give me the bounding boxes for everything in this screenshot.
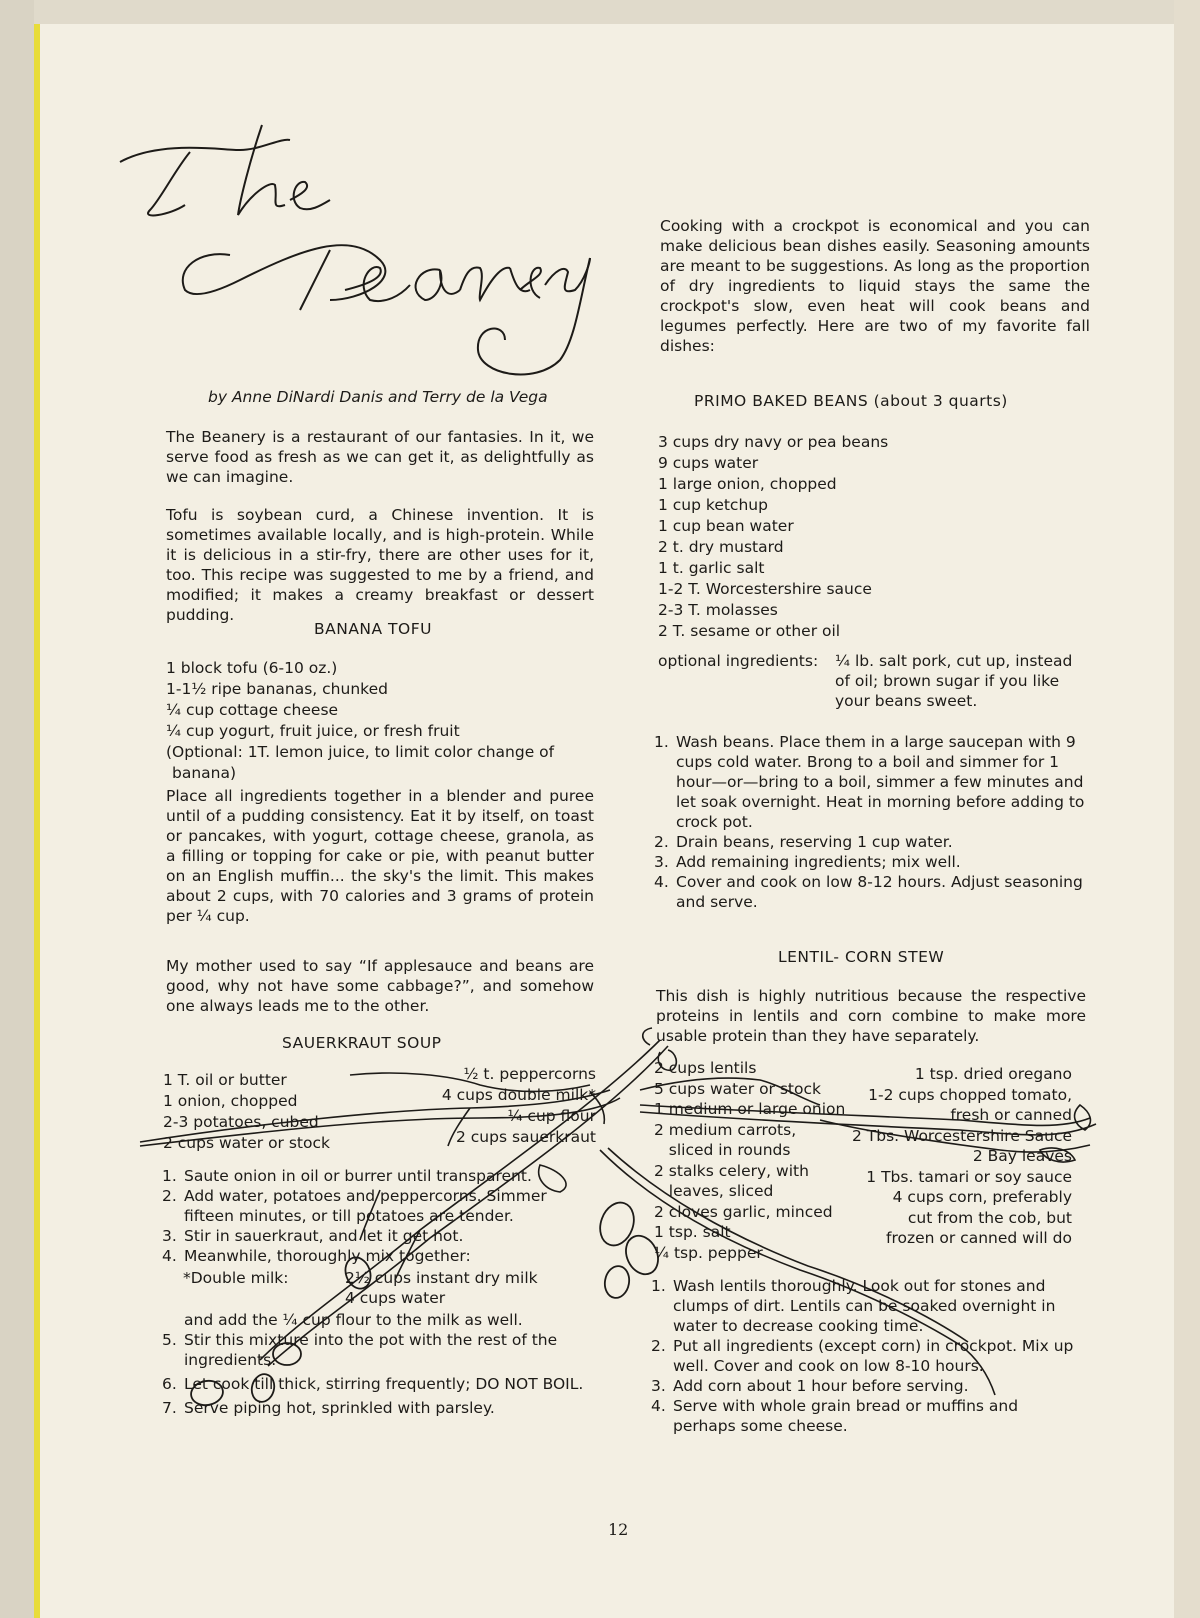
list-item xyxy=(162,1186,594,1226)
optional-label: optional ingredients: xyxy=(658,652,819,670)
list-item: 4 cups double milk* xyxy=(441,1086,596,1104)
tofu-intro-paragraph: Tofu is soybean curd, a Chinese invention. It is sometimes available locally, and is high-protein. While it is delicious in a stir-fry, there are other uses for it, too. This recipe was suggested to me by a friend, and modified; it makes a creamy breakfast or dessert pudding. xyxy=(166,506,594,624)
lentil-corn-stew-title: LENTIL- CORN STEW xyxy=(778,948,945,966)
list-item: ½ t. peppercorns xyxy=(463,1065,596,1083)
step-text: Saute onion in oil or burrer until transparent. xyxy=(184,1167,532,1185)
step-text: Wash lentils thoroughly. Look out for stones and clumps of dirt. Lentils can be soaked overnight in water to decrease cooking time. xyxy=(673,1277,1056,1335)
list-item: (Optional: 1T. lemon juice, to limit color change of xyxy=(166,743,555,761)
tofu-intro-block xyxy=(166,505,594,625)
list-item: 2 t. dry mustard xyxy=(658,538,784,556)
step-text: Add remaining ingredients; mix well. xyxy=(676,853,961,871)
step-number: 1. xyxy=(651,1277,666,1295)
sauerkraut-soup-title: SAUERKRAUT SOUP xyxy=(282,1034,442,1052)
step-number: 2. xyxy=(651,1337,666,1355)
list-item: 4 cups corn, preferably xyxy=(892,1188,1072,1206)
primo-baked-beans-title: PRIMO BAKED BEANS (about 3 quarts) xyxy=(694,392,1008,410)
page-number: 12 xyxy=(608,1520,629,1539)
list-item: 2 cups sauerkraut xyxy=(455,1128,596,1146)
primo-ingredients xyxy=(658,432,1088,642)
list-item: 1 medium or large onion xyxy=(654,1100,846,1118)
list-item xyxy=(651,1376,1077,1396)
left-column xyxy=(166,427,594,487)
step-text: Stir in sauerkraut, and let it get hot. xyxy=(184,1227,464,1245)
list-item: banana) xyxy=(172,764,237,782)
list-item: 2-3 potatoes, cubed xyxy=(163,1113,319,1131)
step-number: 3. xyxy=(651,1377,666,1395)
soup-ingredients-left xyxy=(163,1070,363,1154)
yellow-binding-edge xyxy=(34,24,40,1618)
list-item: fresh or canned xyxy=(950,1106,1072,1124)
list-item xyxy=(654,832,1088,852)
step-text: Drain beans, reserving 1 cup water. xyxy=(676,833,953,851)
double-milk-label: *Double milk: xyxy=(183,1269,289,1287)
lentil-ingredients-right xyxy=(850,1064,1072,1249)
step-text: Let cook till thick, stirring frequently; DO NOT BOIL. xyxy=(184,1375,584,1393)
lentil-intro: This dish is highly nutritious because the respective proteins in lentils and corn combine to make more usable protein than they have separately. xyxy=(656,987,1086,1045)
byline: by Anne DiNardi Danis and Terry de la Vega xyxy=(208,388,548,406)
list-item: sliced in rounds xyxy=(654,1141,791,1159)
double-milk-line-2: 4 cups water xyxy=(345,1289,446,1307)
step-number: 3. xyxy=(162,1227,177,1245)
list-item: 1 cup bean water xyxy=(658,517,794,535)
step-number: 5. xyxy=(162,1331,177,1349)
step-number: 2. xyxy=(162,1187,177,1205)
list-item: 1 large onion, chopped xyxy=(658,475,837,493)
list-item: 1 block tofu (6-10 oz.) xyxy=(166,659,338,677)
list-item: 1 onion, chopped xyxy=(163,1092,298,1110)
step-text: Meanwhile, thoroughly mix together: xyxy=(184,1247,471,1265)
list-item xyxy=(654,872,1088,912)
list-item: ¼ cup yogurt, fruit juice, or fresh fruit xyxy=(166,722,460,740)
list-item: 2 stalks celery, with xyxy=(654,1161,809,1180)
list-item: frozen or canned will do xyxy=(886,1229,1072,1247)
list-item: 5 cups water or stock xyxy=(654,1079,821,1098)
banana-directions-block xyxy=(166,786,594,926)
list-item: 2 Bay leaves xyxy=(972,1147,1072,1165)
banana-tofu-title: BANANA TOFU xyxy=(314,620,432,638)
step-number: 3. xyxy=(654,853,669,871)
list-item xyxy=(162,1246,594,1266)
list-item: ¼ cup cottage cheese xyxy=(166,701,339,719)
page-right-edge xyxy=(1174,0,1200,1618)
step-text: Put all ingredients (except corn) in crockpot. Mix up well. Cover and cook on low 8-10 hours. xyxy=(673,1337,1074,1375)
soup-steps-continued xyxy=(162,1330,594,1418)
list-item xyxy=(162,1398,594,1418)
soup-steps xyxy=(162,1166,594,1266)
list-item: 1 tsp. dried oregano xyxy=(914,1065,1072,1083)
list-item: 1-1½ ripe bananas, chunked xyxy=(166,680,388,698)
list-item: 1 tsp. salt xyxy=(654,1223,731,1241)
list-item: 1 T. oil or butter xyxy=(163,1071,287,1089)
soup-ingredients-right xyxy=(420,1064,596,1148)
step-text: Add corn about 1 hour before serving. xyxy=(673,1377,969,1395)
list-item: 1 t. garlic salt xyxy=(658,559,765,577)
step-text: Cover and cook on low 8-12 hours. Adjust seasoning and serve. xyxy=(676,873,1083,911)
list-item: ¼ cup flour xyxy=(507,1107,596,1125)
list-item: leaves, sliced xyxy=(654,1182,774,1200)
step-text: Wash beans. Place them in a large saucepan with 9 cups cold water. Brong to a boil and simmer for 1 hour—or—bring to a boil, simmer a few minutes and let soak overnight. Heat in morning before adding to crock pot. xyxy=(676,733,1085,831)
list-item xyxy=(651,1276,1077,1336)
step-number: 2. xyxy=(654,833,669,851)
page-top-edge xyxy=(34,0,1174,24)
flour-note: and add the ¼ cup flour to the milk as well. xyxy=(184,1311,523,1329)
list-item xyxy=(162,1374,594,1394)
list-item: 2 medium carrots, xyxy=(654,1120,797,1139)
list-item: ¼ tsp. pepper xyxy=(654,1243,763,1262)
list-item: 2 Tbs. Worcestershire Sauce xyxy=(852,1126,1072,1145)
list-item: 2 cups lentils xyxy=(654,1059,757,1077)
step-number: 7. xyxy=(162,1399,177,1417)
intro-paragraph: The Beanery is a restaurant of our fantasies. In it, we serve food as fresh as we can get it, as delightfully as we can imagine. xyxy=(166,428,594,486)
mother-quote: My mother used to say “If applesauce and beans are good, why not have some cabbage?”, and somehow one always leads me to the other. xyxy=(166,957,594,1015)
list-item: 1-2 cups chopped tomato, xyxy=(868,1085,1072,1104)
step-number: 4. xyxy=(654,873,669,891)
list-item: cut from the cob, but xyxy=(907,1208,1072,1227)
list-item: of oil; brown sugar if you like xyxy=(835,672,1060,690)
step-number: 1. xyxy=(654,733,669,751)
list-item: 9 cups water xyxy=(658,454,759,472)
list-item: 1-2 T. Worcestershire sauce xyxy=(658,580,872,598)
list-item: 3 cups dry navy or pea beans xyxy=(658,433,889,451)
list-item: your beans sweet. xyxy=(835,692,978,710)
step-number: 6. xyxy=(162,1375,177,1393)
list-item: 2-3 T. molasses xyxy=(658,601,778,619)
step-text: Serve with whole grain bread or muffins and perhaps some cheese. xyxy=(673,1397,1019,1435)
double-milk-line-1: 2½ cups instant dry milk xyxy=(345,1269,538,1287)
list-item xyxy=(651,1396,1077,1436)
step-number: 4. xyxy=(162,1247,177,1265)
lentil-steps xyxy=(651,1276,1077,1436)
step-number: 1. xyxy=(162,1167,177,1185)
mother-quote-block xyxy=(166,956,594,1016)
list-item: 1 Tbs. tamari or soy sauce xyxy=(866,1167,1072,1186)
step-text: Stir this mixture into the pot with the rest of the ingredients. xyxy=(184,1331,558,1369)
list-item: ¼ lb. salt pork, cut up, instead xyxy=(835,652,1073,670)
optional-ingredients xyxy=(835,651,1095,711)
crockpot-intro-block xyxy=(660,216,1090,356)
list-item xyxy=(162,1166,594,1186)
list-item xyxy=(651,1336,1077,1376)
lentil-intro-block xyxy=(656,986,1086,1046)
banana-directions: Place all ingredients together in a blender and puree until of a pudding consistency. Eat it by itself, on toast or pancakes, with yogurt, cottage cheese, granola, as a filling or topping for cake or pie, with peanut butter on an English muffin... the sky's the limit. This makes about 2 cups, with 70 calories and 3 grams of protein per ¼ cup. xyxy=(166,787,594,925)
step-number: 4. xyxy=(651,1397,666,1415)
list-item: 2 T. sesame or other oil xyxy=(658,622,841,640)
list-item xyxy=(162,1226,594,1246)
crockpot-intro: Cooking with a crockpot is economical and you can make delicious bean dishes easily. Seasoning amounts are meant to be suggestions. As long as the proportion of dry ingredients to liquid stays the same the crockpot's slow, even heat will cook beans and legumes perfectly. Here are two of my favorite fall dishes: xyxy=(660,217,1090,355)
list-item xyxy=(654,732,1088,832)
step-text: Add water, potatoes and peppercorns. Simmer fifteen minutes, or till potatoes are tender. xyxy=(184,1187,547,1225)
list-item: 2 cups water or stock xyxy=(163,1134,330,1152)
primo-steps xyxy=(654,732,1088,912)
list-item: 1 cup ketchup xyxy=(658,496,768,514)
step-text: Serve piping hot, sprinkled with parsley. xyxy=(184,1399,495,1417)
list-item xyxy=(654,852,1088,872)
banana-ingredients xyxy=(166,658,594,784)
list-item xyxy=(162,1330,594,1370)
list-item: 2 cloves garlic, minced xyxy=(654,1202,833,1221)
